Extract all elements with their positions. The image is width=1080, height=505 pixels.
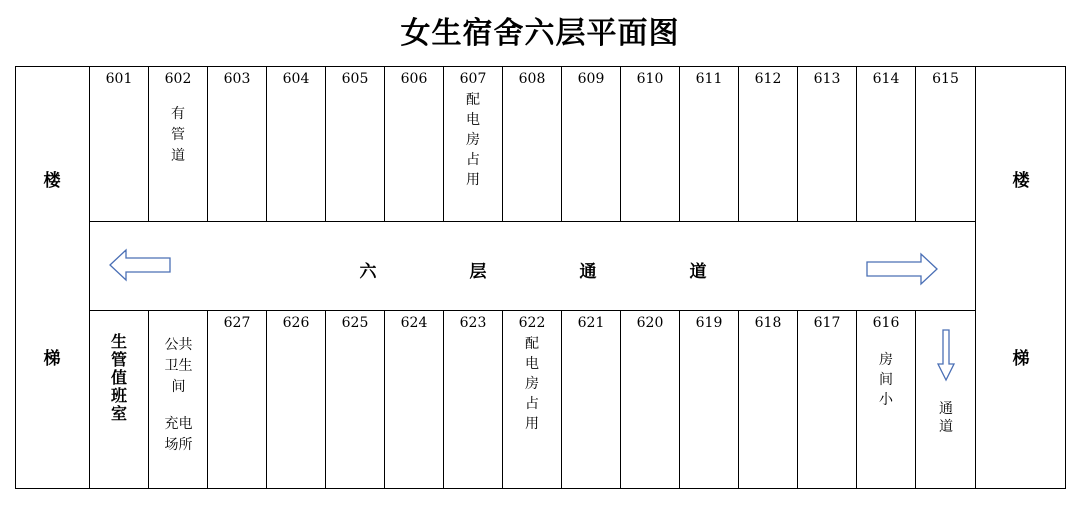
room-number: 609 bbox=[577, 71, 605, 87]
passage-label: 通道 bbox=[939, 401, 953, 435]
room-note: 配电房占用 bbox=[466, 92, 480, 188]
room-number: 616 bbox=[872, 315, 900, 331]
room-number: 614 bbox=[872, 71, 900, 87]
room-cell bbox=[385, 68, 443, 90]
room-cell bbox=[385, 312, 443, 334]
public-line-2: 卫生 bbox=[164, 358, 193, 374]
room-cell bbox=[444, 312, 502, 334]
stairs-right-char-2: 梯 bbox=[1012, 349, 1030, 369]
room-cell bbox=[503, 312, 561, 434]
room-cell bbox=[267, 68, 325, 90]
room-number: 615 bbox=[932, 71, 959, 87]
room-cell bbox=[208, 312, 266, 334]
room-note: 配电房占用 bbox=[525, 336, 539, 432]
down-arrow-icon bbox=[938, 330, 954, 380]
room-cell bbox=[621, 312, 679, 334]
room-note: 房间小 bbox=[879, 352, 893, 408]
room-cell bbox=[149, 68, 207, 167]
public-line-3: 间 bbox=[171, 379, 186, 395]
room-number: 605 bbox=[341, 71, 369, 87]
stairs-left-char-1: 楼 bbox=[43, 171, 61, 191]
room-cell bbox=[503, 68, 561, 90]
page-title: 女生宿舍六层平面图 bbox=[400, 16, 680, 51]
corridor-word-4: 道 bbox=[689, 262, 707, 282]
room-number: 619 bbox=[695, 315, 723, 331]
public-line-1: 公共 bbox=[164, 337, 193, 353]
room-number: 612 bbox=[754, 71, 782, 87]
room-number: 611 bbox=[695, 71, 723, 87]
room-number: 620 bbox=[636, 315, 664, 331]
duty-room-label: 生管值班室 bbox=[111, 332, 128, 423]
corridor-word-1: 六 bbox=[359, 262, 377, 282]
room-cell bbox=[562, 312, 620, 334]
duty-room bbox=[90, 333, 148, 423]
room-cell bbox=[798, 312, 856, 334]
room-number: 623 bbox=[459, 315, 487, 331]
room-cell bbox=[739, 312, 797, 334]
room-number: 608 bbox=[518, 71, 546, 87]
room-cell bbox=[916, 68, 975, 90]
passage-cell bbox=[917, 400, 975, 436]
room-number: 601 bbox=[105, 71, 133, 87]
room-cell bbox=[267, 312, 325, 334]
room-number: 606 bbox=[400, 71, 428, 87]
room-number: 602 bbox=[164, 71, 192, 87]
room-number: 622 bbox=[518, 315, 546, 331]
room-cell bbox=[798, 68, 856, 90]
room-cell bbox=[857, 312, 915, 410]
corridor-word-2: 层 bbox=[469, 262, 487, 282]
room-number: 627 bbox=[223, 315, 251, 331]
room-number: 603 bbox=[223, 71, 251, 87]
room-cell bbox=[208, 68, 266, 90]
left-arrow-icon bbox=[110, 250, 170, 280]
room-cell bbox=[90, 68, 148, 90]
room-cell bbox=[444, 68, 502, 190]
room-cell bbox=[621, 68, 679, 90]
room-number: 624 bbox=[400, 315, 428, 331]
room-cell bbox=[680, 68, 738, 90]
room-number: 607 bbox=[459, 71, 487, 87]
room-number: 621 bbox=[577, 315, 605, 331]
room-number: 626 bbox=[282, 315, 310, 331]
room-cell bbox=[326, 68, 384, 90]
room-cell bbox=[326, 312, 384, 334]
room-note: 有管道 bbox=[171, 106, 185, 164]
room-number: 625 bbox=[341, 315, 369, 331]
room-cell bbox=[857, 68, 915, 90]
room-number: 610 bbox=[636, 71, 664, 87]
stairs-right-char-1: 楼 bbox=[1012, 171, 1030, 191]
room-number: 613 bbox=[813, 71, 841, 87]
room-number: 617 bbox=[813, 315, 841, 331]
room-cell bbox=[680, 312, 738, 334]
room-cell bbox=[739, 68, 797, 90]
room-cell bbox=[562, 68, 620, 90]
charge-line-2: 场所 bbox=[164, 437, 193, 453]
corridor-word-3: 通 bbox=[579, 262, 597, 282]
room-number: 604 bbox=[282, 71, 310, 87]
charge-line-1: 充电 bbox=[164, 416, 193, 432]
right-arrow-icon bbox=[867, 254, 937, 284]
public-restroom-charging bbox=[149, 335, 208, 456]
room-number: 618 bbox=[754, 315, 782, 331]
stairs-left-char-2: 梯 bbox=[43, 349, 61, 369]
